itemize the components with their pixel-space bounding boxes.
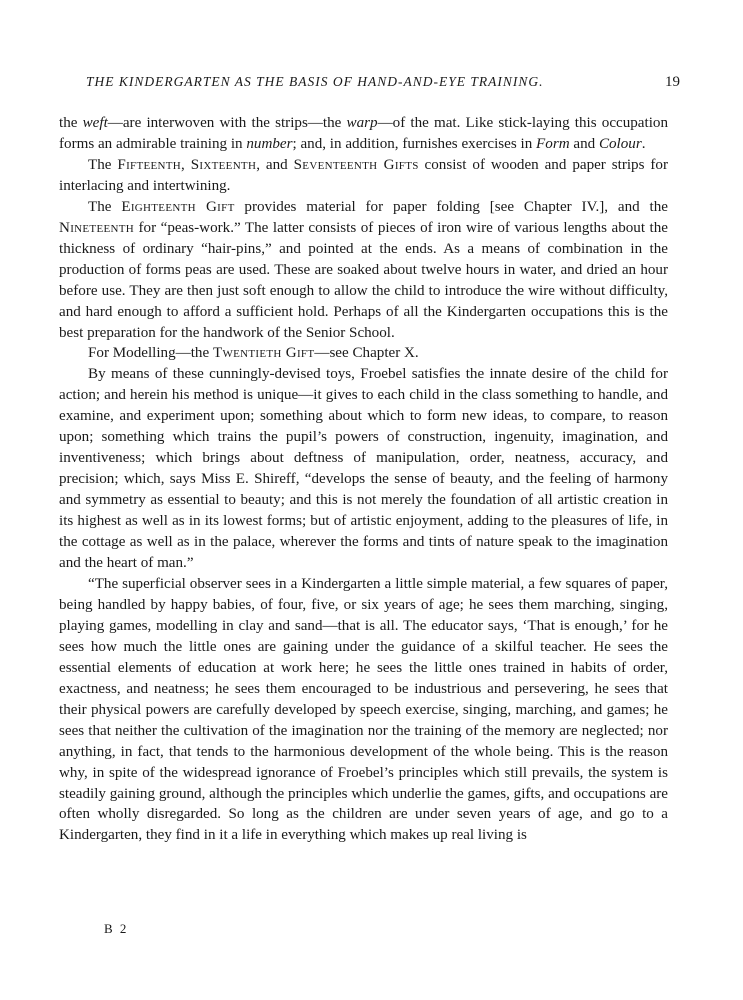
term-number: number [246,135,293,152]
text-run: For Modelling—the [88,345,213,362]
text-run: , and [256,156,294,173]
gift-seventeenth: Seventeenth Gifts [293,156,419,173]
gift-fifteenth: Fifteenth [117,156,182,173]
running-title: THE KINDERGARTEN AS THE BASIS OF HAND-AND-EYE TRAINING. [86,74,544,89]
term-weft: weft [82,115,108,131]
text-run: —of the mat. Like stick-laying this occupation forms an admirable training in [59,115,668,152]
text-run: provides material for paper folding [see Chapter IV.], and the [234,198,668,215]
text-run: consist of wooden and paper strips for interlacing and intertwining. [59,156,668,194]
paragraph-5: By means of these cunningly-devised toys, Froebel satisfies the innate desire of the child for action; and herein his method is unique—it gives to each child in the class something to handle, and examine, and experiment upon; something about which to form new ideas, to compare, to reason upon; something which trains the pupil’s powers of construction, ingenuity, imagination, and inventiveness; which brings about deftness of manipulation, order, neatness, accuracy, and precision; which, says Miss E. Shireff, “develops the sense of beauty, and the feeling of harmony and symmetry as essential to beauty; and this is not merely the foundation of all artistic creation in its highest as well as in its lowest forms; but of artistic enjoyment, adding to the pleasures of life, in the cottage as well as in the palace, wherever the forms and tints of nature speak to the imagination and the heart of man.” [59,366,668,572]
term-form: Form [536,135,570,152]
gift-sixteenth: Sixteenth [190,156,257,173]
signature-mark: B 2 [104,921,129,936]
text-run: for “peas-work.” The latter consists of pieces of iron wire of various lengths about the thickness of ordinary “hair-pins,” and pointed at the ends. As a means of combination in the production of forms peas are used. These are soaked about twelve hours in water, and dried an hour before use. They are then just soft enough to allow the child to introduce the wire without difficulty, and hard enough to afford a sufficient hold. Perhaps of all the Kindergarten occupations this is the best preparation for the handwork of the Senior School. [59,219,668,341]
text-run: ; and, in addition, furnishes exercises in [292,135,537,152]
text-run: and [569,135,599,152]
term-colour: Colour [598,135,642,152]
paragraph-1 [59,113,668,155]
paragraph-2 [59,155,668,197]
text-run: The [88,198,122,215]
running-header [80,74,680,96]
text-run: —see Chapter X. [314,345,419,362]
gift-twentieth: Twentieth Gift [212,345,315,362]
term-warp: warp [346,115,378,131]
gift-nineteenth: Nineteenth [59,219,134,236]
paragraph-3 [59,197,668,344]
text-run: , [181,156,191,173]
gift-eighteenth: Eighteenth Gift [121,198,235,215]
text-run: —are interwoven with the strips—the [107,115,347,131]
text-run: . [641,135,646,152]
paragraph-6: “The superficial observer sees in a Kindergarten a little simple material, a few squares of paper, being handled by happy babies, of four, five, or six years of age; he sees them marching, singing, playing games, modelling in clay and sand—that is all. The educator says, ‘That is enough,’ for he sees how much the little ones are gaining under the guidance of a skilful teacher. He sees the essential elements of education at work here; he sees the little ones trained in habits of order, exactness, and neatness; he sees them encouraged to be industrious and persevering, he sees that their physical powers are carefully developed by speech exercise, singing, marching, and games; he sees that neither the cultivation of the imagination nor the training of the memory are neglected; nor anything, in fact, that tends to the harmonious development of the whole being. This is the reason why, in spite of the widespread ignorance of Froebel’s principles which still prevails, the system is steadily gaining ground, although the principles which underlie the games, gifts, and occupations are often wholly disregarded. So long as the children are under seven years of age, and go to a Kindergarten, they find in it a life in everything which makes up real living is [59,575,668,844]
text-run: the [59,115,83,131]
paragraph-4 [59,343,668,364]
text-run: The [88,156,118,173]
page-number: 19 [665,74,680,90]
body-text [59,113,668,846]
